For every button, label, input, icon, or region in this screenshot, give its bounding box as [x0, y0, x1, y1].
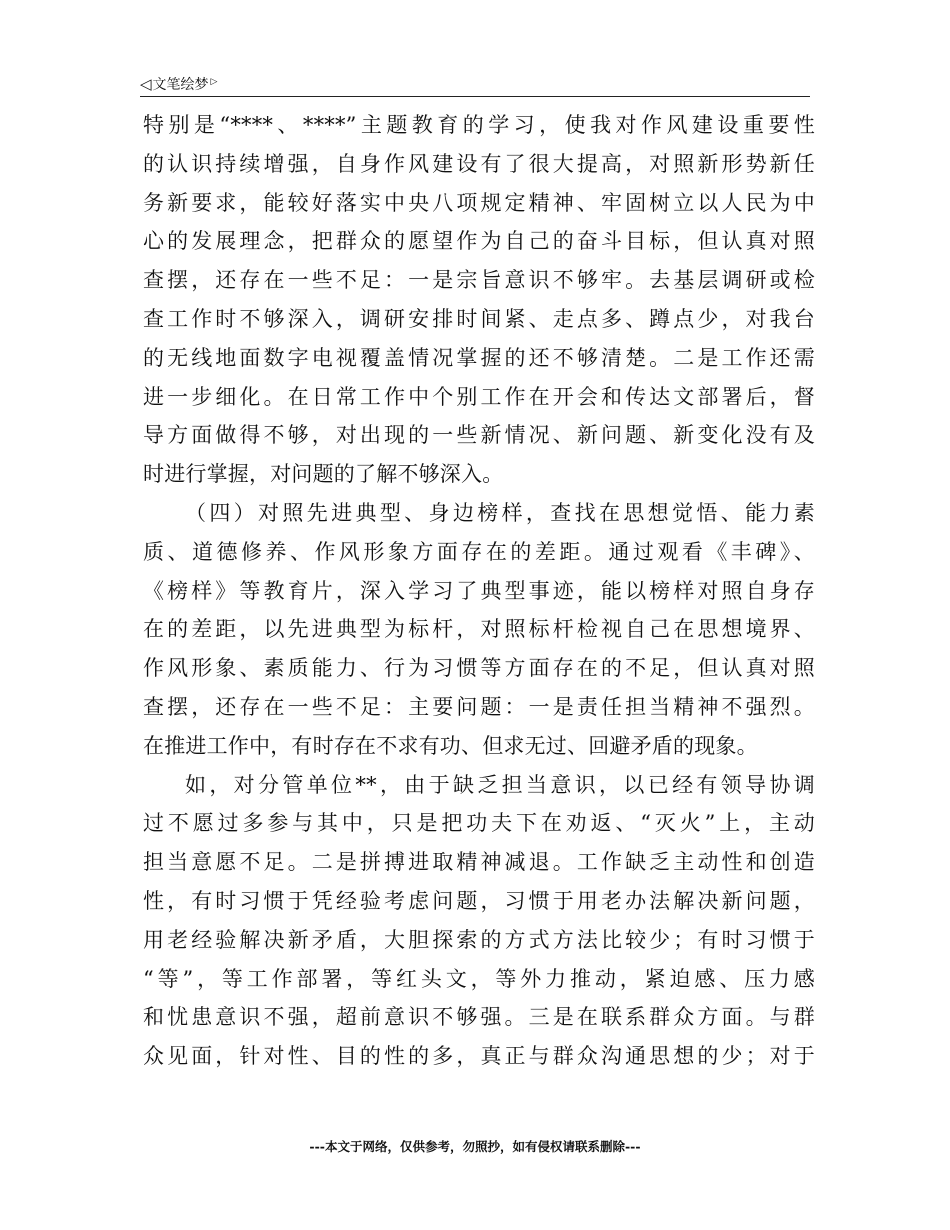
text-line: 在的差距，以先进典型为标杆，对照标杆检视自己在思想境界、 — [143, 617, 815, 642]
header-brand — [140, 74, 217, 94]
text-line: 众见面，针对性、目的性的多，真正与群众沟通思想的少；对于 — [143, 1044, 815, 1069]
document-body — [143, 106, 815, 1076]
text-line-paragraph-start: 如，对分管单位**，由于缺乏担当意识，以已经有领导协调 — [185, 772, 815, 797]
text-line: 作风形象、素质能力、行为习惯等方面存在的不足，但认真对照 — [143, 656, 815, 681]
text-line: 和忧患意识不强，超前意识不够强。三是在联系群众方面。与群 — [143, 1005, 815, 1030]
triangle-right-icon: ▷ — [210, 77, 218, 87]
text-line: 的认识持续增强，自身作风建设有了很大提高，对照新形势新任 — [143, 151, 815, 176]
text-line: 查摆，还存在一些不足：一是宗旨意识不够牢。去基层调研或检 — [143, 268, 815, 293]
text-line: 时进行掌握，对问题的了解不够深入。 — [143, 462, 504, 487]
text-line: 查摆，还存在一些不足：主要问题：一是责任担当精神不强烈。 — [143, 694, 815, 719]
text-line-paragraph-start: （四）对照先进典型、身边榜样，查找在思想觉悟、能力素 — [185, 500, 815, 525]
text-line: 《榜样》等教育片，深入学习了典型事迹，能以榜样对照自身存 — [143, 578, 815, 603]
page-header — [140, 72, 810, 97]
brand-name: 文笔绘梦 — [152, 77, 209, 93]
triangle-left-icon: ◁ — [140, 75, 152, 93]
text-line: 进一步细化。在日常工作中个别工作在开会和传达文部署后，督 — [143, 384, 815, 409]
text-line: 过不愿过多参与其中，只是把功夫下在劝返、“灭火”上，主动 — [143, 811, 815, 836]
text-line: 特别是“****、****”主题教育的学习，使我对作风建设重要性 — [143, 113, 815, 137]
text-line: 质、道德修养、作风形象方面存在的差距。通过观看《丰碑》、 — [143, 539, 815, 564]
text-line: 导方面做得不够，对出现的一些新情况、新问题、新变化没有及 — [143, 423, 815, 448]
text-line: 在推进工作中，有时存在不求有功、但求无过、回避矛盾的现象。 — [143, 733, 758, 758]
text-line: 心的发展理念，把群众的愿望作为自己的奋斗目标，但认真对照 — [143, 229, 815, 254]
text-line: 查工作时不够深入，调研安排时间紧、走点多、蹲点少，对我台 — [143, 306, 815, 331]
text-line: 务新要求，能较好落实中央八项规定精神、牢固树立以人民为中 — [143, 190, 815, 215]
text-line: 的无线地面数字电视覆盖情况掌握的还不够清楚。二是工作还需 — [143, 345, 815, 370]
text-line: 用老经验解决新矛盾，大胆探索的方式方法比较少；有时习惯于 — [143, 927, 815, 952]
text-line: 性，有时习惯于凭经验考虑问题，习惯于用老办法解决新问题， — [143, 888, 815, 913]
page-footer-disclaimer: ---本文于网络，仅供参考，勿照抄，如有侵权请联系删除--- — [309, 1139, 641, 1154]
text-line: “等”，等工作部署，等红头文，等外力推动，紧迫感、压力感 — [143, 966, 815, 991]
text-line: 担当意愿不足。二是拼搏进取精神减退。工作缺乏主动性和创造 — [143, 850, 815, 875]
